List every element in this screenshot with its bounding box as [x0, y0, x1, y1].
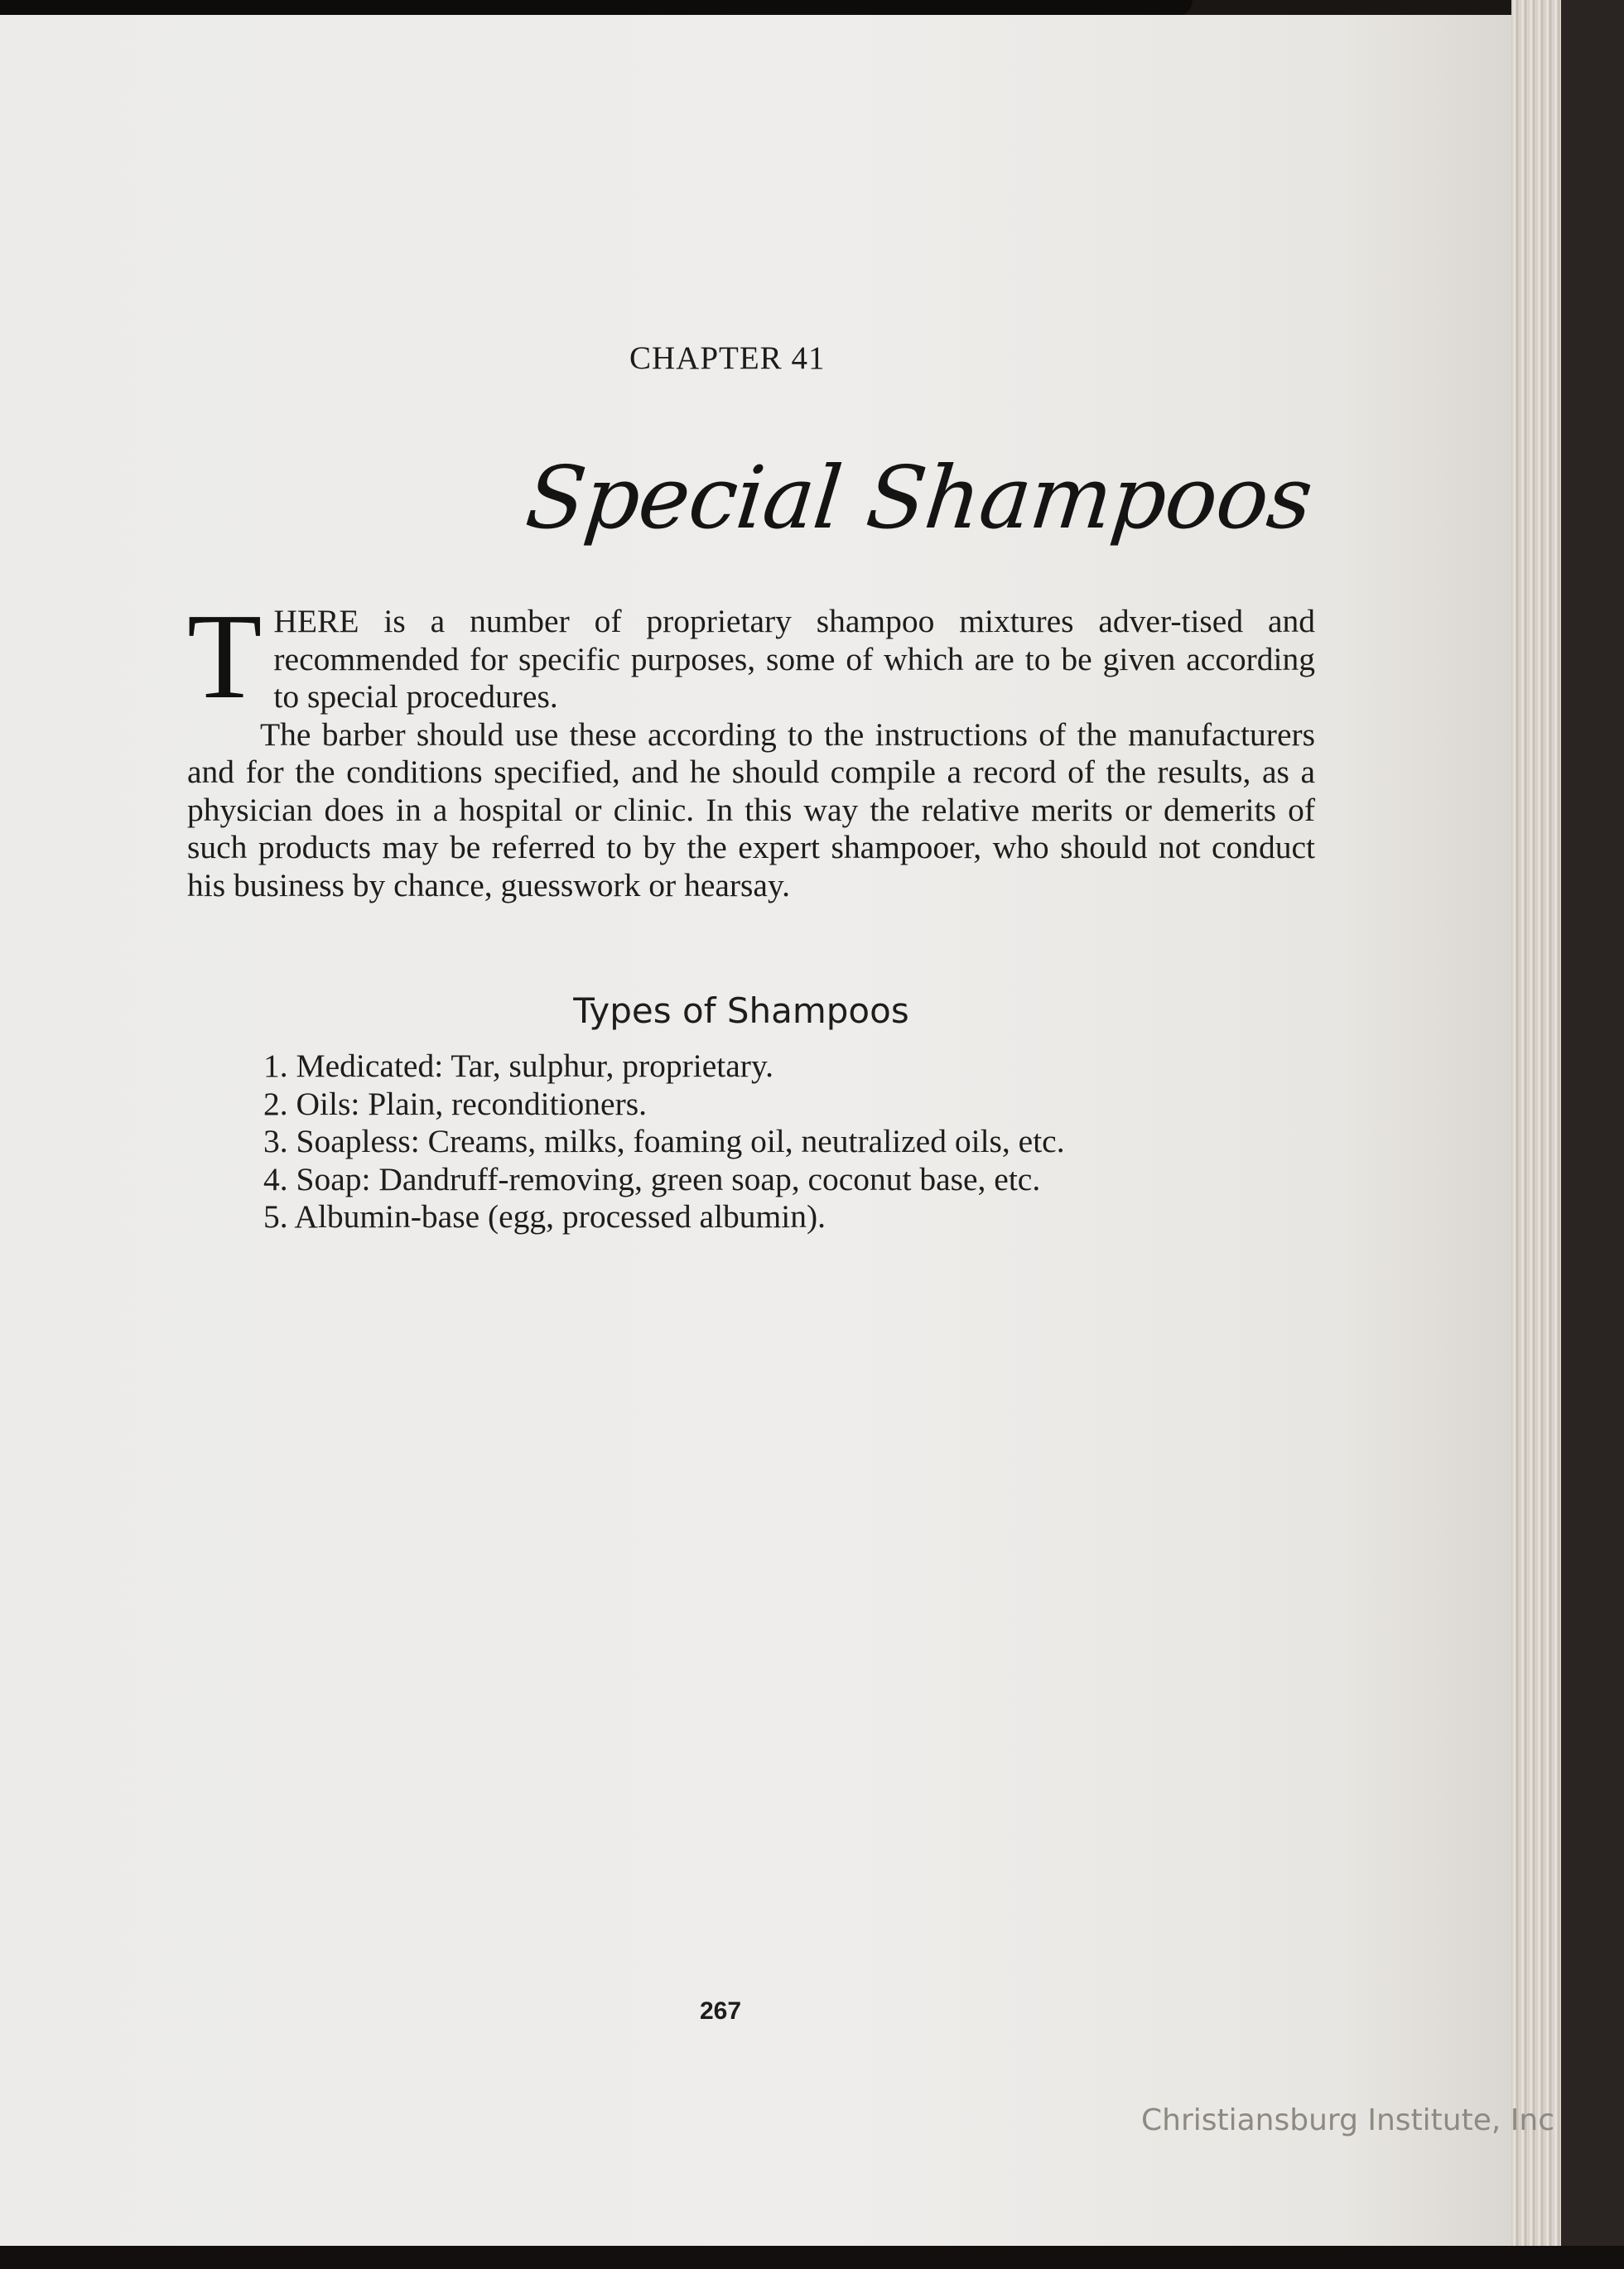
list-item: 3. Soapless: Creams, milks, foaming oil, neutralized oils, etc. — [263, 1123, 1065, 1159]
page-number: 267 — [700, 1997, 742, 2025]
types-heading: Types of Shampoos — [573, 990, 909, 1031]
bottom-page-edge — [0, 2246, 1624, 2269]
list-item: 4. Soap: Dandruff-removing, green soap, coconut base, etc. — [263, 1160, 1041, 1197]
body-text — [187, 589, 1315, 904]
page-title: Special Shampoos — [521, 447, 1317, 548]
drop-cap: T — [187, 589, 263, 725]
list-item: 2. Oils: Plain, reconditioners. — [263, 1085, 647, 1122]
second-paragraph: The barber should use these according to the instructions of the manufacturers and for the conditions specified, and he should compile a record of the results, as a physician does in a hospital or clinic. In this way the relative merits or demerits of such products may be referred to by the expert shampooer, who should not conduct his business by chance, guesswork or hearsay. — [187, 715, 1315, 903]
types-list — [263, 1048, 1065, 1236]
intro-paragraph — [187, 589, 1315, 725]
watermark: Christiansburg Institute, Inc — [1140, 2103, 1554, 2137]
top-page-edge — [0, 0, 1193, 17]
book-cover-edge — [1561, 0, 1624, 2269]
list-item: 5. Albumin-base (egg, processed albumin). — [263, 1198, 826, 1235]
intro-paragraph-text: HERE is a number of proprietary shampoo mixtures adver-tised and recommended for specific purposes, some of which are to be given according to special procedures. — [273, 603, 1315, 715]
chapter-label: CHAPTER 41 — [629, 340, 826, 376]
list-item: 1. Medicated: Tar, sulphur, proprietary. — [263, 1048, 774, 1084]
page-stack-edge — [1511, 0, 1561, 2269]
